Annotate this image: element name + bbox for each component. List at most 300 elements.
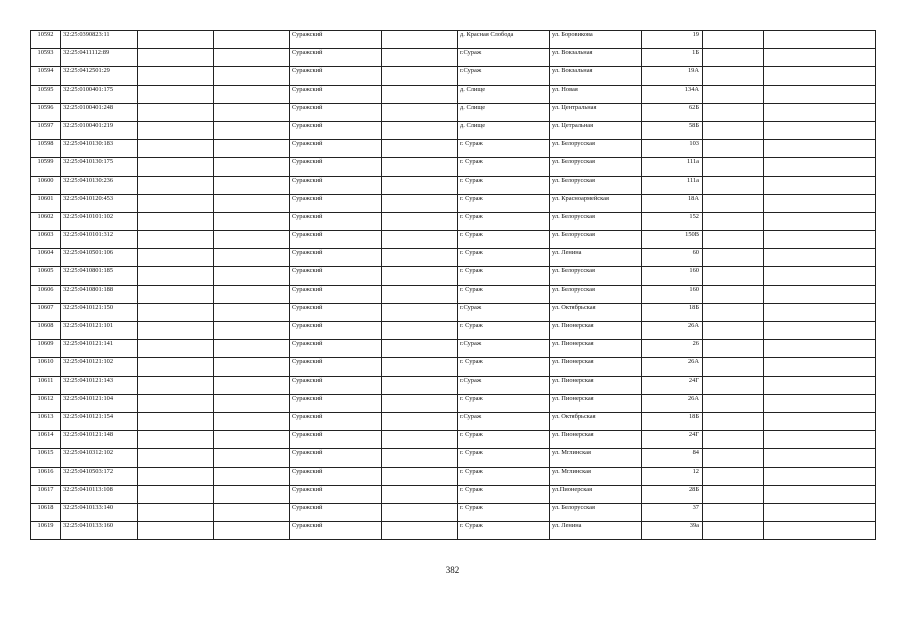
district-cell: Суражский	[290, 249, 382, 267]
district-cell: Суражский	[290, 394, 382, 412]
row-number-cell: 10600	[31, 176, 61, 194]
empty-cell	[764, 485, 876, 503]
table-row	[31, 158, 876, 176]
empty-cell	[382, 249, 458, 267]
street-cell: ул. Октябрьская	[550, 303, 642, 321]
empty-cell	[703, 485, 764, 503]
empty-cell	[382, 412, 458, 430]
empty-cell	[703, 249, 764, 267]
house-number-cell: 18Б	[642, 412, 703, 430]
empty-cell	[214, 103, 290, 121]
empty-cell	[703, 303, 764, 321]
cadastral-number-cell: 32:25:0410503:172	[61, 467, 138, 485]
empty-cell	[138, 212, 214, 230]
empty-cell	[214, 485, 290, 503]
empty-cell	[764, 49, 876, 67]
empty-cell	[382, 485, 458, 503]
empty-cell	[214, 303, 290, 321]
cadastral-number-cell: 32:25:0410121:101	[61, 322, 138, 340]
table-row	[31, 485, 876, 503]
street-cell: ул. Мглинская	[550, 449, 642, 467]
empty-cell	[382, 449, 458, 467]
house-number-cell: 1Б	[642, 49, 703, 67]
street-cell: ул. Пионерская	[550, 322, 642, 340]
district-cell: Суражский	[290, 376, 382, 394]
empty-cell	[138, 140, 214, 158]
empty-cell	[703, 103, 764, 121]
empty-cell	[214, 431, 290, 449]
table-row	[31, 85, 876, 103]
empty-cell	[764, 358, 876, 376]
district-cell: Суражский	[290, 158, 382, 176]
locality-cell: г. Сураж	[458, 467, 550, 485]
row-number-cell: 10616	[31, 467, 61, 485]
table-row	[31, 31, 876, 49]
empty-cell	[138, 67, 214, 85]
cadastral-number-cell: 32:25:0410130:236	[61, 176, 138, 194]
table-row	[31, 67, 876, 85]
empty-cell	[214, 522, 290, 540]
empty-cell	[214, 267, 290, 285]
street-cell: ул. Пионерская	[550, 358, 642, 376]
row-number-cell: 10595	[31, 85, 61, 103]
row-number-cell: 10617	[31, 485, 61, 503]
empty-cell	[214, 67, 290, 85]
row-number-cell: 10592	[31, 31, 61, 49]
empty-cell	[764, 267, 876, 285]
empty-cell	[764, 103, 876, 121]
empty-cell	[214, 394, 290, 412]
empty-cell	[703, 121, 764, 139]
street-cell: ул. Мглинская	[550, 467, 642, 485]
row-number-cell: 10606	[31, 285, 61, 303]
table-row	[31, 358, 876, 376]
cadastral-number-cell: 32:25:0411112:89	[61, 49, 138, 67]
empty-cell	[214, 194, 290, 212]
cadastral-number-cell: 32:25:0410121:150	[61, 303, 138, 321]
locality-cell: г. Сураж	[458, 212, 550, 230]
empty-cell	[138, 31, 214, 49]
empty-cell	[703, 31, 764, 49]
empty-cell	[382, 194, 458, 212]
empty-cell	[703, 412, 764, 430]
locality-cell: г. Сураж	[458, 249, 550, 267]
empty-cell	[764, 249, 876, 267]
locality-cell: д. Слище	[458, 121, 550, 139]
empty-cell	[214, 376, 290, 394]
empty-cell	[764, 431, 876, 449]
empty-cell	[382, 212, 458, 230]
empty-cell	[703, 394, 764, 412]
empty-cell	[764, 449, 876, 467]
empty-cell	[703, 140, 764, 158]
street-cell: ул. Белорусская	[550, 285, 642, 303]
street-cell: ул. Пионерская	[550, 340, 642, 358]
row-number-cell: 10596	[31, 103, 61, 121]
empty-cell	[214, 358, 290, 376]
empty-cell	[138, 249, 214, 267]
locality-cell: г.Сураж	[458, 376, 550, 394]
empty-cell	[764, 340, 876, 358]
empty-cell	[703, 194, 764, 212]
row-number-cell: 10601	[31, 194, 61, 212]
district-cell: Суражский	[290, 340, 382, 358]
empty-cell	[382, 31, 458, 49]
empty-cell	[382, 49, 458, 67]
row-number-cell: 10599	[31, 158, 61, 176]
table-row	[31, 431, 876, 449]
empty-cell	[214, 212, 290, 230]
district-cell: Суражский	[290, 231, 382, 249]
empty-cell	[382, 267, 458, 285]
district-cell: Суражский	[290, 31, 382, 49]
cadastral-number-cell: 32:25:0410801:188	[61, 285, 138, 303]
cadastral-number-cell: 32:25:0410133:140	[61, 503, 138, 521]
empty-cell	[703, 212, 764, 230]
row-number-cell: 10604	[31, 249, 61, 267]
empty-cell	[382, 103, 458, 121]
empty-cell	[138, 467, 214, 485]
empty-cell	[764, 31, 876, 49]
table-row	[31, 449, 876, 467]
row-number-cell: 10608	[31, 322, 61, 340]
empty-cell	[382, 376, 458, 394]
empty-cell	[214, 249, 290, 267]
district-cell: Суражский	[290, 194, 382, 212]
locality-cell: г. Сураж	[458, 285, 550, 303]
street-cell: ул. Белорусская	[550, 267, 642, 285]
empty-cell	[703, 358, 764, 376]
empty-cell	[214, 85, 290, 103]
cadastral-number-cell: 32:25:0410121:141	[61, 340, 138, 358]
empty-cell	[703, 85, 764, 103]
empty-cell	[138, 431, 214, 449]
empty-cell	[138, 49, 214, 67]
house-number-cell: 84	[642, 449, 703, 467]
empty-cell	[764, 303, 876, 321]
empty-cell	[764, 67, 876, 85]
house-number-cell: 152	[642, 212, 703, 230]
locality-cell: г. Сураж	[458, 431, 550, 449]
empty-cell	[138, 340, 214, 358]
empty-cell	[764, 194, 876, 212]
empty-cell	[382, 431, 458, 449]
street-cell: ул. Пионерская	[550, 431, 642, 449]
locality-cell: д. Слище	[458, 85, 550, 103]
empty-cell	[703, 231, 764, 249]
table-row	[31, 121, 876, 139]
empty-cell	[382, 467, 458, 485]
empty-cell	[382, 322, 458, 340]
row-number-cell: 10605	[31, 267, 61, 285]
district-cell: Суражский	[290, 522, 382, 540]
empty-cell	[382, 503, 458, 521]
empty-cell	[703, 267, 764, 285]
cadastral-number-cell: 32:25:0410121:143	[61, 376, 138, 394]
locality-cell: г.Сураж	[458, 303, 550, 321]
empty-cell	[382, 231, 458, 249]
table-body	[31, 31, 876, 540]
cadastral-number-cell: 32:25:0410312:102	[61, 449, 138, 467]
street-cell: ул. Ленина	[550, 249, 642, 267]
empty-cell	[138, 412, 214, 430]
empty-cell	[764, 322, 876, 340]
house-number-cell: 26А	[642, 394, 703, 412]
street-cell: ул. Белорусская	[550, 176, 642, 194]
district-cell: Суражский	[290, 412, 382, 430]
empty-cell	[214, 231, 290, 249]
empty-cell	[382, 522, 458, 540]
locality-cell: г. Сураж	[458, 140, 550, 158]
street-cell: ул. Вокзальная	[550, 49, 642, 67]
table-row	[31, 303, 876, 321]
empty-cell	[703, 467, 764, 485]
empty-cell	[214, 467, 290, 485]
house-number-cell: 12	[642, 467, 703, 485]
street-cell: ул. Центральная	[550, 103, 642, 121]
table-row	[31, 212, 876, 230]
district-cell: Суражский	[290, 140, 382, 158]
empty-cell	[214, 340, 290, 358]
house-number-cell: 103	[642, 140, 703, 158]
row-number-cell: 10594	[31, 67, 61, 85]
district-cell: Суражский	[290, 467, 382, 485]
empty-cell	[138, 503, 214, 521]
district-cell: Суражский	[290, 322, 382, 340]
street-cell: ул. Белорусская	[550, 503, 642, 521]
table-row	[31, 231, 876, 249]
empty-cell	[764, 231, 876, 249]
street-cell: ул.Пионерская	[550, 485, 642, 503]
empty-cell	[382, 85, 458, 103]
cadastral-number-cell: 32:25:0410121:104	[61, 394, 138, 412]
empty-cell	[764, 212, 876, 230]
cadastral-number-cell: 32:25:0412501:29	[61, 67, 138, 85]
empty-cell	[214, 285, 290, 303]
district-cell: Суражский	[290, 503, 382, 521]
empty-cell	[138, 322, 214, 340]
district-cell: Суражский	[290, 49, 382, 67]
house-number-cell: 160	[642, 267, 703, 285]
empty-cell	[764, 376, 876, 394]
house-number-cell: 19А	[642, 67, 703, 85]
empty-cell	[214, 412, 290, 430]
row-number-cell: 10619	[31, 522, 61, 540]
locality-cell: г. Сураж	[458, 522, 550, 540]
locality-cell: г. Сураж	[458, 158, 550, 176]
empty-cell	[138, 121, 214, 139]
table-row	[31, 340, 876, 358]
locality-cell: г.Сураж	[458, 340, 550, 358]
empty-cell	[138, 285, 214, 303]
table-row	[31, 49, 876, 67]
empty-cell	[703, 322, 764, 340]
empty-cell	[214, 322, 290, 340]
register-table	[30, 30, 876, 540]
empty-cell	[214, 449, 290, 467]
cadastral-number-cell: 32:25:0390823:11	[61, 31, 138, 49]
house-number-cell: 26	[642, 340, 703, 358]
locality-cell: г. Сураж	[458, 267, 550, 285]
house-number-cell: 134А	[642, 85, 703, 103]
empty-cell	[138, 303, 214, 321]
district-cell: Суражский	[290, 267, 382, 285]
empty-cell	[138, 158, 214, 176]
empty-cell	[382, 176, 458, 194]
house-number-cell: 26А	[642, 358, 703, 376]
empty-cell	[138, 522, 214, 540]
empty-cell	[214, 158, 290, 176]
empty-cell	[703, 431, 764, 449]
empty-cell	[764, 522, 876, 540]
cadastral-number-cell: 32:25:0410113:108	[61, 485, 138, 503]
table-row	[31, 394, 876, 412]
cadastral-number-cell: 32:25:0100401:219	[61, 121, 138, 139]
empty-cell	[764, 467, 876, 485]
house-number-cell: 39а	[642, 522, 703, 540]
house-number-cell: 60	[642, 249, 703, 267]
empty-cell	[703, 285, 764, 303]
row-number-cell: 10614	[31, 431, 61, 449]
cadastral-number-cell: 32:25:0410121:154	[61, 412, 138, 430]
street-cell: ул. Цетральная	[550, 121, 642, 139]
row-number-cell: 10603	[31, 231, 61, 249]
street-cell: ул. Ленина	[550, 522, 642, 540]
empty-cell	[703, 67, 764, 85]
empty-cell	[382, 394, 458, 412]
locality-cell: г.Сураж	[458, 412, 550, 430]
house-number-cell: 37	[642, 503, 703, 521]
locality-cell: г.Сураж	[458, 49, 550, 67]
street-cell: ул. Боровикова	[550, 31, 642, 49]
house-number-cell: 160	[642, 285, 703, 303]
empty-cell	[764, 503, 876, 521]
street-cell: ул. Пионерская	[550, 376, 642, 394]
house-number-cell: 62Б	[642, 103, 703, 121]
row-number-cell: 10609	[31, 340, 61, 358]
locality-cell: д. Красная Слобода	[458, 31, 550, 49]
empty-cell	[382, 303, 458, 321]
empty-cell	[138, 231, 214, 249]
district-cell: Суражский	[290, 176, 382, 194]
cadastral-number-cell: 32:25:0410130:183	[61, 140, 138, 158]
cadastral-number-cell: 32:25:0100401:248	[61, 103, 138, 121]
empty-cell	[138, 394, 214, 412]
table-row	[31, 467, 876, 485]
page-number: 382	[445, 565, 460, 575]
locality-cell: г. Сураж	[458, 231, 550, 249]
empty-cell	[703, 158, 764, 176]
house-number-cell: 24Г	[642, 431, 703, 449]
empty-cell	[703, 376, 764, 394]
table-row	[31, 194, 876, 212]
empty-cell	[138, 376, 214, 394]
district-cell: Суражский	[290, 67, 382, 85]
table-row	[31, 503, 876, 521]
row-number-cell: 10615	[31, 449, 61, 467]
cadastral-number-cell: 32:25:0410121:148	[61, 431, 138, 449]
district-cell: Суражский	[290, 358, 382, 376]
empty-cell	[214, 503, 290, 521]
district-cell: Суражский	[290, 212, 382, 230]
empty-cell	[138, 358, 214, 376]
row-number-cell: 10602	[31, 212, 61, 230]
empty-cell	[703, 49, 764, 67]
row-number-cell: 10593	[31, 49, 61, 67]
empty-cell	[214, 49, 290, 67]
empty-cell	[764, 394, 876, 412]
empty-cell	[214, 121, 290, 139]
cadastral-number-cell: 32:25:0410501:106	[61, 249, 138, 267]
empty-cell	[138, 176, 214, 194]
empty-cell	[703, 176, 764, 194]
house-number-cell: 58Б	[642, 121, 703, 139]
empty-cell	[138, 85, 214, 103]
table-row	[31, 249, 876, 267]
district-cell: Суражский	[290, 85, 382, 103]
street-cell: ул. Белорусская	[550, 140, 642, 158]
cadastral-number-cell: 32:25:0410801:185	[61, 267, 138, 285]
cadastral-number-cell: 32:25:0410133:160	[61, 522, 138, 540]
table-row	[31, 322, 876, 340]
house-number-cell: 111а	[642, 176, 703, 194]
empty-cell	[764, 285, 876, 303]
empty-cell	[703, 340, 764, 358]
district-cell: Суражский	[290, 431, 382, 449]
empty-cell	[382, 67, 458, 85]
empty-cell	[382, 285, 458, 303]
empty-cell	[703, 449, 764, 467]
table-row	[31, 103, 876, 121]
street-cell: ул. Новая	[550, 85, 642, 103]
empty-cell	[138, 194, 214, 212]
district-cell: Суражский	[290, 303, 382, 321]
empty-cell	[703, 522, 764, 540]
table-row	[31, 176, 876, 194]
table-row	[31, 522, 876, 540]
district-cell: Суражский	[290, 103, 382, 121]
locality-cell: г. Сураж	[458, 503, 550, 521]
locality-cell: г. Сураж	[458, 449, 550, 467]
district-cell: Суражский	[290, 285, 382, 303]
street-cell: ул. Белорусская	[550, 212, 642, 230]
empty-cell	[214, 176, 290, 194]
empty-cell	[703, 503, 764, 521]
cadastral-number-cell: 32:25:0410130:175	[61, 158, 138, 176]
district-cell: Суражский	[290, 121, 382, 139]
empty-cell	[138, 103, 214, 121]
table-row	[31, 267, 876, 285]
house-number-cell: 24Г	[642, 376, 703, 394]
empty-cell	[382, 358, 458, 376]
empty-cell	[138, 449, 214, 467]
street-cell: ул. Белорусская	[550, 231, 642, 249]
house-number-cell: 28Б	[642, 485, 703, 503]
table-row	[31, 140, 876, 158]
row-number-cell: 10613	[31, 412, 61, 430]
empty-cell	[138, 267, 214, 285]
street-cell: ул. Пионерская	[550, 394, 642, 412]
house-number-cell: 18Б	[642, 303, 703, 321]
cadastral-number-cell: 32:25:0410101:102	[61, 212, 138, 230]
empty-cell	[382, 121, 458, 139]
house-number-cell: 150В	[642, 231, 703, 249]
house-number-cell: 19	[642, 31, 703, 49]
house-number-cell: 18А	[642, 194, 703, 212]
empty-cell	[382, 158, 458, 176]
empty-cell	[764, 158, 876, 176]
table-row	[31, 412, 876, 430]
